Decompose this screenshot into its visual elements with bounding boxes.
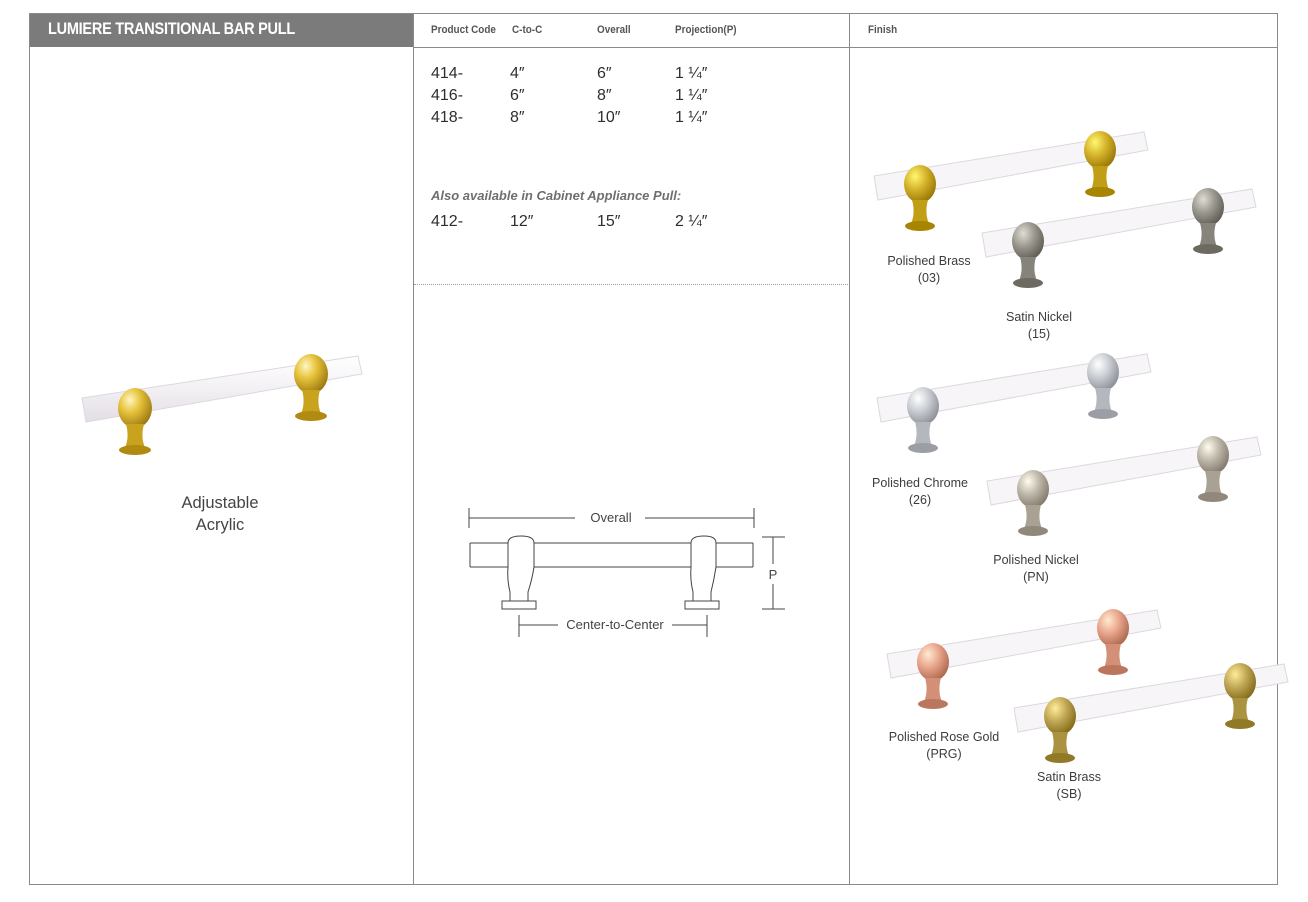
page-title: LUMIERE TRANSITIONAL BAR PULL bbox=[48, 20, 295, 38]
header-overall: Overall bbox=[597, 24, 631, 36]
header-finish: Finish bbox=[868, 24, 898, 36]
column-divider bbox=[849, 13, 850, 885]
spec-projection: 1 ¼″ bbox=[675, 109, 708, 126]
spec-overall: 15″ bbox=[597, 213, 621, 230]
finish-code: (26) bbox=[908, 493, 932, 507]
product-description bbox=[140, 492, 300, 536]
diagram-projection-label: P bbox=[768, 567, 778, 582]
finish-caption bbox=[880, 253, 978, 287]
spec-projection: 1 ¼″ bbox=[675, 87, 708, 104]
finish-name: Satin Nickel bbox=[1006, 310, 1072, 324]
header-c-to-c: C-to-C bbox=[512, 24, 543, 36]
finish-swatch-image bbox=[985, 433, 1267, 543]
finish-name: Polished Rose Gold bbox=[888, 730, 1000, 744]
column-divider bbox=[413, 13, 414, 885]
spec-overall: 8″ bbox=[597, 87, 612, 104]
spec-ctc: 4″ bbox=[510, 65, 525, 82]
finish-code: (15) bbox=[1027, 327, 1051, 341]
finish-caption bbox=[880, 729, 1008, 763]
spec-code: 414- bbox=[431, 65, 464, 82]
spec-code: 416- bbox=[431, 87, 464, 104]
finish-swatch-image bbox=[1012, 660, 1294, 770]
spec-code: 412- bbox=[431, 213, 464, 230]
finish-name: Satin Brass bbox=[1037, 770, 1101, 784]
finish-code: (PRG) bbox=[926, 747, 962, 761]
product-line2: Acrylic bbox=[195, 516, 245, 534]
spec-projection: 2 ¼″ bbox=[675, 213, 708, 230]
finish-name: Polished Nickel bbox=[993, 553, 1079, 567]
spec-projection: 1 ¼″ bbox=[675, 65, 708, 82]
finish-caption bbox=[866, 475, 974, 509]
finish-code: (PN) bbox=[1023, 570, 1049, 584]
product-image bbox=[80, 350, 365, 465]
diagram-center-label: Center-to-Center bbox=[566, 617, 664, 632]
spec-overall: 10″ bbox=[597, 109, 621, 126]
product-line1: Adjustable bbox=[181, 494, 259, 512]
dimension-diagram bbox=[460, 500, 800, 645]
diagram-overall-label: Overall bbox=[590, 510, 632, 525]
finish-name: Polished Brass bbox=[887, 254, 971, 268]
header-projection: Projection(P) bbox=[675, 24, 737, 36]
also-available-label: Also available in Cabinet Appliance Pull: bbox=[431, 188, 682, 203]
finish-caption bbox=[1020, 769, 1118, 803]
section-divider bbox=[414, 284, 848, 285]
spec-ctc: 6″ bbox=[510, 87, 525, 104]
spec-overall: 6″ bbox=[597, 65, 612, 82]
header-divider bbox=[413, 47, 1278, 48]
finish-caption bbox=[990, 309, 1088, 343]
finish-caption bbox=[984, 552, 1088, 586]
finish-code: (03) bbox=[917, 271, 941, 285]
spec-ctc: 8″ bbox=[510, 109, 525, 126]
spec-code: 418- bbox=[431, 109, 464, 126]
finish-code: (SB) bbox=[1056, 787, 1082, 801]
spec-row bbox=[0, 65, 1308, 87]
finish-swatch-image bbox=[980, 185, 1262, 295]
spec-row bbox=[0, 87, 1308, 109]
header-product-code: Product Code bbox=[431, 24, 496, 36]
spec-ctc: 12″ bbox=[510, 213, 534, 230]
finish-name: Polished Chrome bbox=[872, 476, 968, 490]
